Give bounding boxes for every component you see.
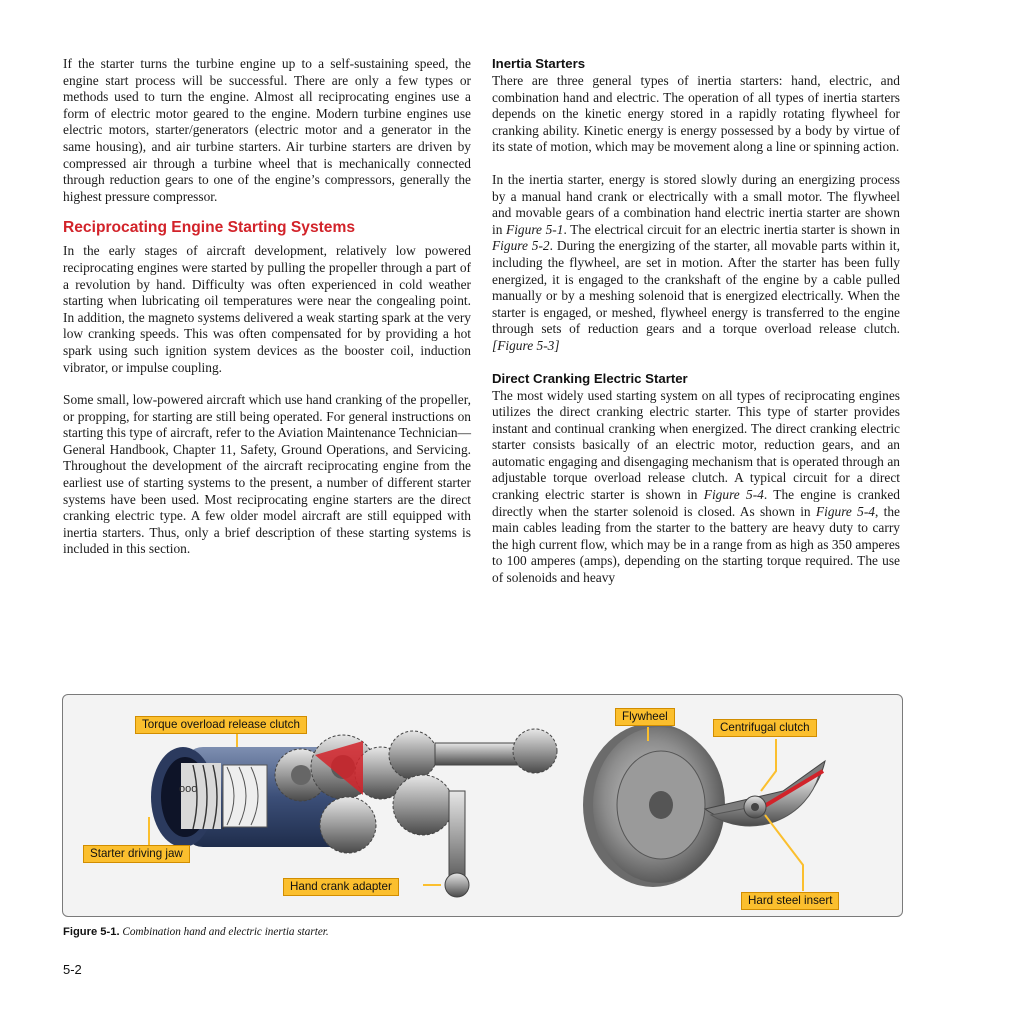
figure-reference: Figure 5-4 [703,487,764,503]
figure-inertia-starter [62,694,903,917]
heading-direct-cranking: Direct Cranking Electric Starter [492,370,688,386]
label-starter-driving-jaw: Starter driving jaw [83,845,190,863]
right-column [492,56,900,587]
paragraph-early-stages: In the early stages of aircraft development, relatively low powered reciprocating engines were started by pulling the propeller through a part of a revolution by hand. Difficulty was often experienced in cold weather starting when lubricating oil temperatures were near the congealing point. In addition, the magneto systems delivered a weak starting spark at the very low cranking speeds. This was often compensated for by providing a hot spark using such ignition system devices as the booster coil, induction vibrator, or impulse coupling. [63,243,471,375]
page-number: 5-2 [63,962,82,977]
section-heading-reciprocating: Reciprocating Engine Starting Systems [63,219,356,237]
heading-inertia-starters: Inertia Starters [492,56,586,71]
figure-reference: [Figure 5-3] [492,337,560,353]
flywheel [583,723,725,887]
svg-text:ooo: ooo [179,783,198,795]
left-column [63,56,471,558]
figure-reference: Figure 5-2 [492,238,550,254]
figure-reference: Figure 5-1 [506,221,564,237]
label-hand-crank-adapter: Hand crank adapter [283,878,399,896]
label-centrifugal-clutch: Centrifugal clutch [713,719,817,737]
label-flywheel: Flywheel [615,708,675,726]
paragraph-small-aircraft: Some small, low-powered aircraft which use hand cranking of the propeller, or propping, for starting are still being operated. For general instructions on starting this type of aircraft, refer to the Aviation Maintenance Technician—General Handbook, Chapter 11, Safety, Ground Operations, and Servicing. Throughout the development of the aircraft reciprocating engine from the earliest use of starting systems to the present, a number of different starter systems have been used. Most reciprocating engine starters are the direct cranking electric type. A few older model aircraft are still equipped with inertia starters. Thus, only a brief description of these starting systems is included in this section. [63,392,471,557]
paragraph-direct-cranking: The most widely used starting system on all types of reciprocating engines utilizes the direct cranking electric starter. This type of starter provides instant and continual cranking when energized. The direct cranking electric starter consists basically of an electric motor, reduction gears, and an automatic engaging and disengaging mechanism that is operated through an adjustable torque overload release clutch. A typical circuit for a direct cranking electric starter is shown in Figure 5-4. The engine is cranked directly when the starter solenoid is closed. As shown in Figure 5-4, the main cables leading from the starter to the battery are heavy duty to carry the high current flow, which may be in a range from as high as 350 amperes to 100 amperes (amps), depending on the starting torque required. The use of solenoids and heavy [492,387,900,586]
paragraph-inertia-types: There are three general types of inertia starters: hand, electric, and combination hand and electric. The operation of all types of inertia starters depends on the kinetic energy stored in a rapidly rotating flywheel for cranking ability. Kinetic energy is energy possessed by a body by virtue of its state of motion, which may be movement along a line or spinning action. [492,73,900,155]
paragraph-inertia-energy: In the inertia starter, energy is stored slowly during an energizing process by a manual hand crank or electrically with a small motor. The flywheel and movable gears of a combination hand electric inertia starter are shown in Figure 5-1. The electrical circuit for an electric inertia starter is shown in Figure 5-2. During the energizing of the starter, all movable parts within it, including the flywheel, are set in motion. After the starter has been fully energized, it is engaged to the crankshaft of the engine by a cable pulled manually or by a meshing solenoid that is energized electrically. When the starter is engaged, or meshed, flywheel energy is transferred to the engine through sets of reduction gears and a torque overload release clutch. [Figure 5-3] [492,171,900,353]
label-torque-clutch: Torque overload release clutch [135,716,307,734]
figure-reference: Figure 5-4 [815,503,875,519]
label-hard-steel-insert: Hard steel insert [741,892,839,910]
drive-shaft [435,729,557,897]
figure-caption: Figure 5-1. Combination hand and electric inertia starter. [63,926,329,938]
paragraph-turbine-start: If the starter turns the turbine engine up to a self-sustaining speed, the engine start process will be successful. There are only a few types or methods used to turn the engine. Almost all reciprocating engines use a form of electric motor geared to the engine. Modern turbine engines use electric motors, starter/generators (electric motor and a generator in the same housing), and air turbine starters. Air turbine starters are driven by compressed air through a turbine wheel that is mechanically connected through reduction gears to one of the engine’s compressors, generally the highest pressure compressor. [63,56,471,204]
